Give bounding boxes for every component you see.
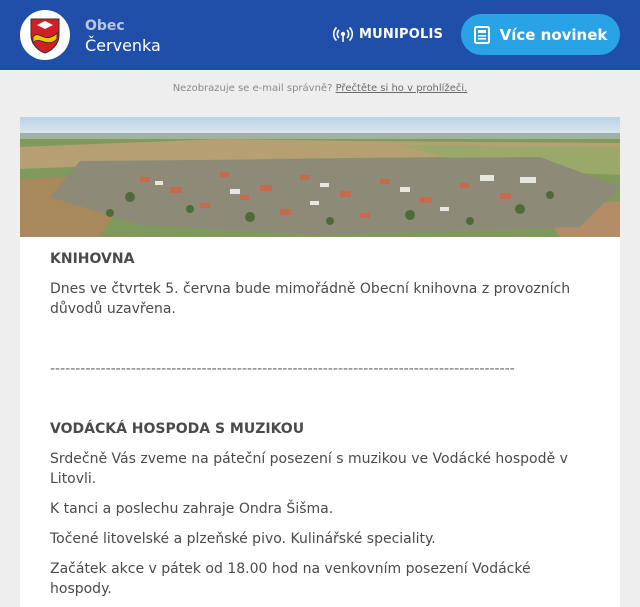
broadcast-icon <box>333 24 353 44</box>
article-content <box>20 249 620 599</box>
view-in-browser-link[interactable]: Přečtěte si ho v prohlížeči. <box>335 83 468 94</box>
separator-line: -------------------------------------------------------------------------------------------- <box>50 361 515 377</box>
section-body-library: Dnes ve čtvrtek 5. června bude mimořádně Obecní knihovna z provozních důvodů uzavřena. <box>50 281 571 317</box>
section-paragraph: Srdečně Vás zveme na páteční posezení s muzikou ve Vodácké hospodě v Litovli. <box>50 451 568 487</box>
section-title-pub: VODÁCKÁ HOSPODA S MUZIKOU <box>50 421 305 437</box>
newspaper-icon <box>474 26 490 44</box>
header <box>0 0 640 70</box>
org-kicker: Obec <box>85 18 125 34</box>
section-paragraph: Točené litovelské a plzeňské pivo. Kulinářské speciality. <box>50 531 436 547</box>
organization <box>85 16 161 56</box>
notice-text: Nezobrazuje se e-mail správně? <box>172 83 333 94</box>
newsletter-card <box>20 117 620 607</box>
section-paragraph: Začátek akce v pátek od 18.00 hod na venkovním posezení Vodácké hospody. <box>50 561 531 597</box>
more-news-label: Více novinek <box>499 25 608 44</box>
section-title-library: KNIHOVNA <box>50 251 135 267</box>
munipolis-brand[interactable] <box>333 24 443 44</box>
municipality-logo[interactable] <box>20 10 70 60</box>
org-name: Červenka <box>85 36 161 55</box>
more-news-button[interactable] <box>461 14 620 55</box>
village-aerial-photo <box>20 117 620 237</box>
view-in-browser-notice <box>0 83 640 101</box>
section-paragraph: K tanci a poslechu zahraje Ondra Šišma. <box>50 501 334 517</box>
brand-label: MUNIPOLIS <box>359 26 444 42</box>
coat-of-arms-icon <box>25 15 65 55</box>
